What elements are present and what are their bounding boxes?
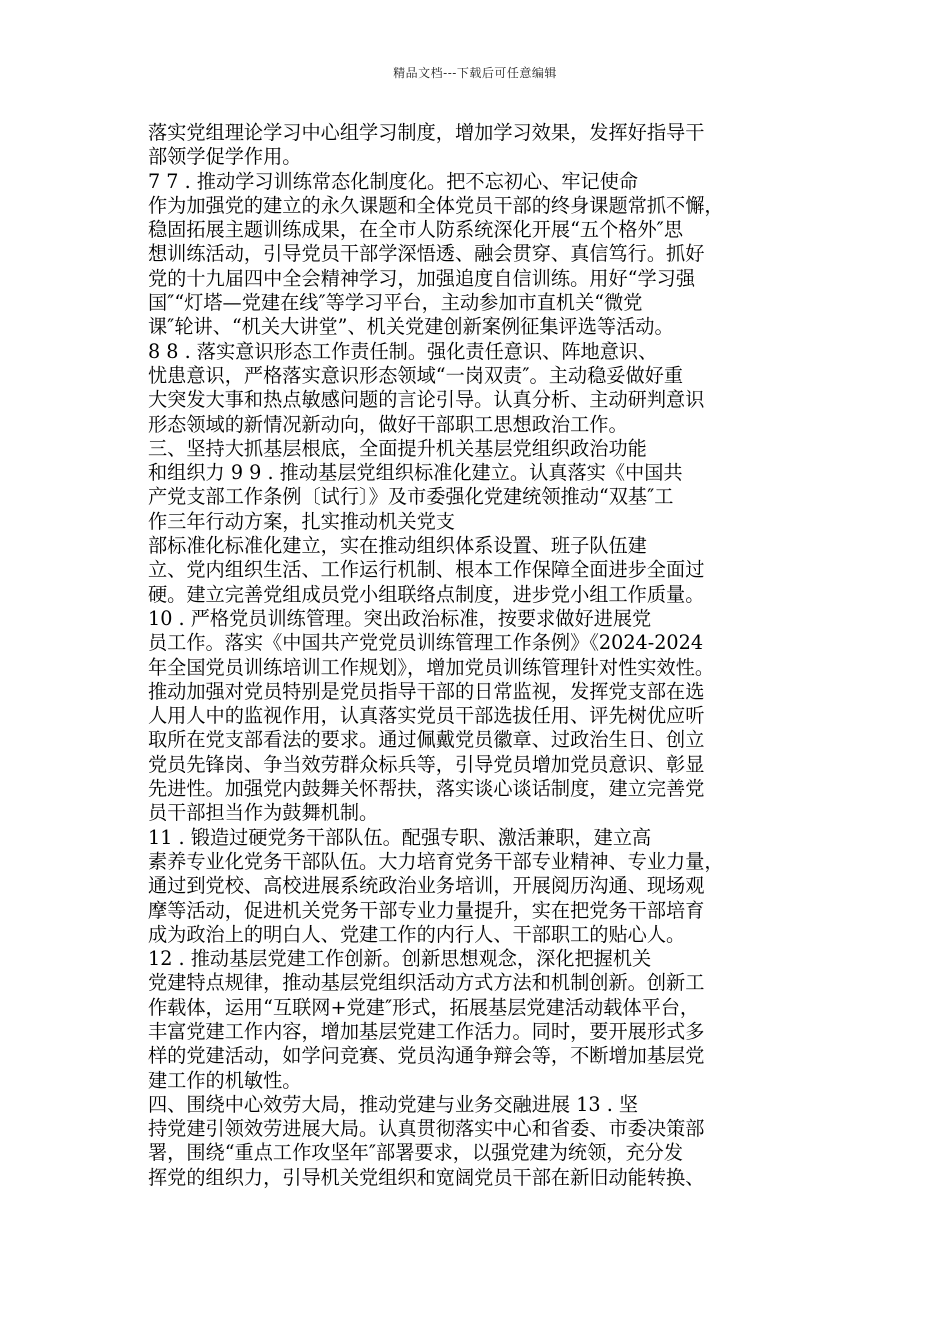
text-line: 党的十九届四中全会精神学习，加强追度自信训练。用好“学习强	[148, 266, 696, 290]
text-line: 国″“灯塔—党建在线″等学习平台，主动参加市直机关“微党	[148, 291, 643, 315]
text-line: 通过到党校、高校进展系统政治业务培训，开展阅历沟通、现场观	[148, 874, 705, 898]
text-line: 10 . 严格党员训练管理。突出政治标准，按要求做好进展党	[148, 606, 652, 630]
text-line: 部标准化标准化建立，实在推动组织体系设置、班子队伍建	[148, 534, 647, 558]
text-line: 稳固拓展主题训练成果，在全市人防系统深化开展“五个格外″思	[148, 218, 684, 242]
text-line: 党员先锋岗、争当效劳群众标兵等，引导党员增加党员意识、彰显	[148, 752, 705, 776]
text-line: 素养专业化党务干部队伍。大力培育党务干部专业精神、专业力量，	[148, 849, 724, 873]
text-line: 立、党内组织生活、工作运行机制、根本工作保障全面进步全面过	[148, 558, 705, 582]
text-line: 挥党的组织力，引导机关党组织和宽阔党员干部在新旧动能转换、	[148, 1165, 705, 1189]
text-line: 取所在党支部看法的要求。通过佩戴党员徽章、过政治生日、创立	[148, 728, 705, 752]
text-line: 摩等活动，促进机关党务干部专业力量提升，实在把党务干部培育	[148, 898, 705, 922]
text-line: 大突发大事和热点敏感问题的言论引导。认真分析、主动研判意识	[148, 388, 705, 412]
text-line: 员干部担当作为鼓舞机制。	[148, 801, 379, 825]
text-line: 建工作的机敏性。	[148, 1068, 302, 1092]
text-line: 部领学促学作用。	[148, 145, 302, 169]
text-line: 作为加强党的建立的永久课题和全体党员干部的终身课题常抓不懈，	[148, 193, 724, 217]
text-line: 持党建引领效劳进展大局。认真贯彻落实中心和省委、市委决策部	[148, 1117, 705, 1141]
text-line: 成为政治上的明白人、党建工作的内行人、干部职工的贴心人。	[148, 922, 686, 946]
text-line: 硬。建立完善党组成员党小组联络点制度，进步党小组工作质量。	[148, 582, 705, 606]
text-line: 四、围绕中心效劳大局，推动党建与业务交融进展 13 . 坚	[148, 1092, 639, 1116]
text-line: 年全国党员训练培训工作规划》，增加党员训练管理针对性实效性。	[148, 655, 715, 679]
text-line: 形态领域的新情况新动向，做好干部职工思想政治工作。	[148, 412, 628, 436]
text-line: 三、坚持大抓基层根底，全面提升机关基层党组织政治功能	[148, 436, 647, 460]
text-line: 7 7 . 推动学习训练常态化制度化。把不忘初心、牢记使命	[148, 169, 639, 193]
text-line: 11 . 锻造过硬党务干部队伍。配强专职、激活兼职，建立高	[148, 825, 652, 849]
text-line: 先进性。加强党内鼓舞关怀帮扶，落实谈心谈话制度，建立完善党	[148, 777, 705, 801]
document-body	[148, 121, 808, 1190]
text-line: 推动加强对党员特别是党员指导干部的日常监视，发挥党支部在选	[148, 679, 705, 703]
text-line: 想训练活动，引导党员干部学深悟透、融会贯穿、真信笃行。抓好	[148, 242, 705, 266]
text-line: 作三年行动方案，扎实推动机关党支	[148, 509, 455, 533]
text-line: 员工作。落实《中国共产党党员训练管理工作条例》《2024-2024	[148, 631, 704, 655]
text-line: 8 8 . 落实意识形态工作责任制。强化责任意识、阵地意识、	[148, 339, 658, 363]
text-line: 党建特点规律，推动基层党组织活动方式方法和机制创新。创新工	[148, 971, 705, 995]
text-line: 课″轮讲、“机关大讲堂”、机关党建创新案例征集评选等活动。	[148, 315, 674, 339]
text-line: 和组织力 9 9 . 推动基层党组织标准化建立。认真落实《中国共	[148, 461, 683, 485]
text-line: 样的党建活动，如学问竞赛、党员沟通争辩会等，不断增加基层党	[148, 1044, 705, 1068]
text-line: 丰富党建工作内容，增加基层党建工作活力。同时，要开展形式多	[148, 1019, 705, 1043]
text-line: 产党支部工作条例〔试行〕》及市委强化党建统领推动“双基″工	[148, 485, 674, 509]
text-line: 落实党组理论学习中心组学习制度，增加学习效果，发挥好指导干	[148, 121, 705, 144]
page-header: 精品文档---下载后可任意编辑	[393, 66, 557, 80]
text-line: 署，围绕“重点工作攻坚年″部署要求，以强党建为统领，充分发	[148, 1141, 684, 1165]
text-line: 12 . 推动基层党建工作创新。创新思想观念，深化把握机关	[148, 947, 652, 971]
text-line: 作载体，运用“互联网+党建″形式，拓展基层党建活动载体平台，	[148, 995, 700, 1019]
text-line: 人用人中的监视作用，认真落实党员干部选拔任用、评先树优应听	[148, 704, 705, 728]
text-line: 忧患意识，严格落实意识形态领域“一岗双责″。主动稳妥做好重	[148, 363, 684, 387]
